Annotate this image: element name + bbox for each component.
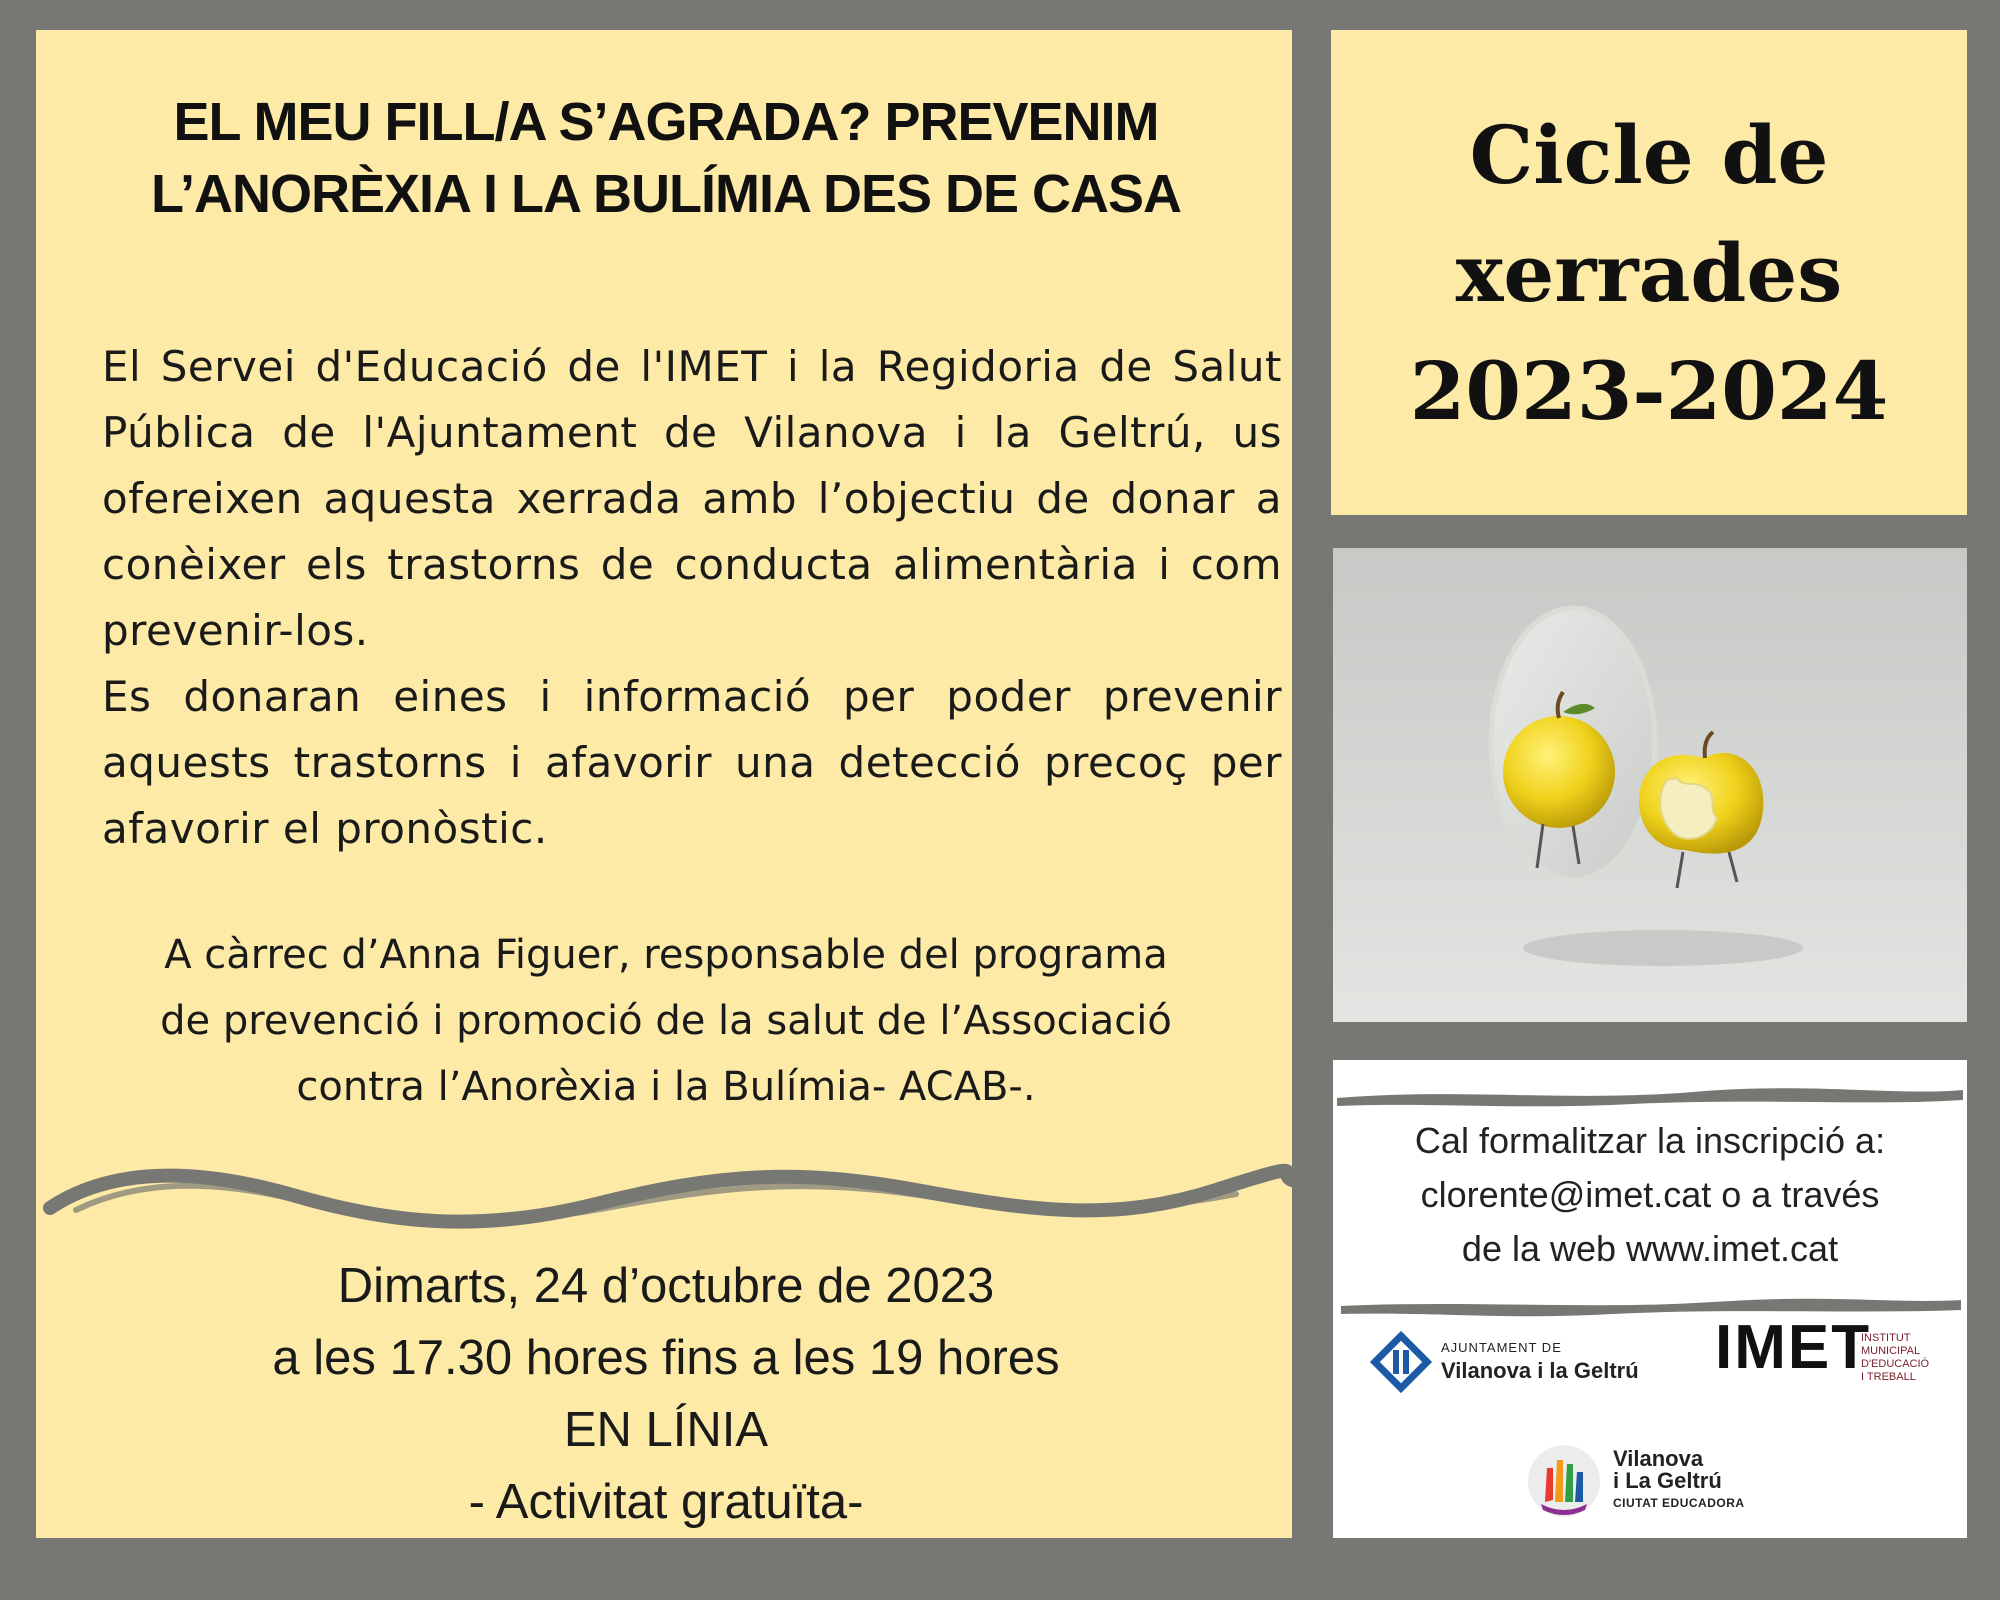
headline-line-2: L’ANORÈXIA I LA BULÍMIA DES DE CASA bbox=[150, 164, 1182, 224]
main-info-panel bbox=[36, 30, 1292, 1538]
ciutat-line-1: Vilanova bbox=[1613, 1446, 1704, 1471]
imet-line-4: I TREBALL bbox=[1861, 1371, 1916, 1383]
cycle-title bbox=[1410, 96, 1889, 450]
event-mode: EN LÍNIA bbox=[563, 1403, 769, 1457]
apple-mirror-illustration bbox=[1333, 548, 1967, 1022]
shadow bbox=[1523, 930, 1803, 966]
signup-line-2[interactable]: clorente@imet.cat o a través bbox=[1420, 1174, 1880, 1215]
ciutat-educadora-logo bbox=[1525, 1442, 1785, 1524]
speaker-line-3: contra l’Anorèxia i la Bulímia- ACAB-. bbox=[296, 1064, 1036, 1110]
ciutat-name bbox=[1613, 1448, 1722, 1492]
ajuntament-small-text: AJUNTAMENT DE bbox=[1441, 1340, 1562, 1355]
imet-mark: IMET bbox=[1715, 1313, 1872, 1382]
brush-divider-top bbox=[1333, 1082, 1967, 1112]
wave-divider bbox=[36, 1160, 1292, 1240]
headline-line-1: EL MEU FILL/A S’AGRADA? PREVENIM bbox=[173, 92, 1159, 152]
apple-mirror-photo bbox=[1333, 548, 1967, 1022]
imet-line-1: INSTITUT bbox=[1861, 1332, 1911, 1344]
signup-info bbox=[1353, 1114, 1947, 1276]
whole-apple bbox=[1503, 716, 1615, 828]
event-date: Dimarts, 24 d’octubre de 2023 bbox=[337, 1259, 995, 1313]
event-details bbox=[96, 1250, 1236, 1538]
signup-line-3[interactable]: de la web www.imet.cat bbox=[1461, 1228, 1839, 1269]
speaker-line-1: A càrrec d’Anna Figuer, responsable del programa bbox=[164, 932, 1168, 978]
ciutat-line-2: i La Geltrú bbox=[1613, 1468, 1722, 1493]
ciutat-educadora-text: CIUTAT EDUCADORA bbox=[1613, 1496, 1745, 1510]
event-price: - Activitat gratuïta- bbox=[468, 1475, 864, 1529]
signup-line-1: Cal formalitzar la inscripció a: bbox=[1414, 1120, 1886, 1161]
imet-logo bbox=[1715, 1312, 1945, 1402]
cycle-line-2: xerrades bbox=[1455, 225, 1843, 320]
imet-institute-text bbox=[1861, 1332, 1929, 1384]
speaker-info bbox=[96, 922, 1236, 1120]
description bbox=[102, 334, 1282, 862]
cycle-line-1: Cicle de bbox=[1469, 107, 1829, 202]
ajuntament-crest-icon bbox=[1369, 1330, 1433, 1394]
cycle-title-panel bbox=[1331, 30, 1967, 515]
description-paragraph-2: Es donaran eines i informació per poder prevenir aquests trastorns i afavorir una detecció precoç per afavorir el pronòstic. bbox=[102, 672, 1282, 853]
event-time: a les 17.30 hores fins a les 19 hores bbox=[272, 1331, 1060, 1385]
headline bbox=[96, 86, 1236, 230]
registration-panel bbox=[1333, 1060, 1967, 1538]
colorful-hands-icon bbox=[1525, 1442, 1603, 1520]
speaker-line-2: de prevenció i promoció de la salut de l’Associació bbox=[160, 998, 1172, 1044]
cycle-line-3: 2023-2024 bbox=[1409, 343, 1889, 438]
ajuntament-name: Vilanova i la Geltrú bbox=[1441, 1358, 1639, 1383]
ajuntament-logo bbox=[1369, 1328, 1669, 1398]
description-paragraph-1: El Servei d'Educació de l'IMET i la Regidoria de Salut Pública de l'Ajuntament de Vilanova i la Geltrú, us ofereixen aquesta xerrada amb l’objectiu de donar a conèixer els trastorns de conducta alimentària i com prevenir-los. bbox=[102, 342, 1282, 655]
imet-line-3: D'EDUCACIÓ bbox=[1861, 1358, 1930, 1370]
imet-line-2: MUNICIPAL bbox=[1861, 1345, 1921, 1357]
